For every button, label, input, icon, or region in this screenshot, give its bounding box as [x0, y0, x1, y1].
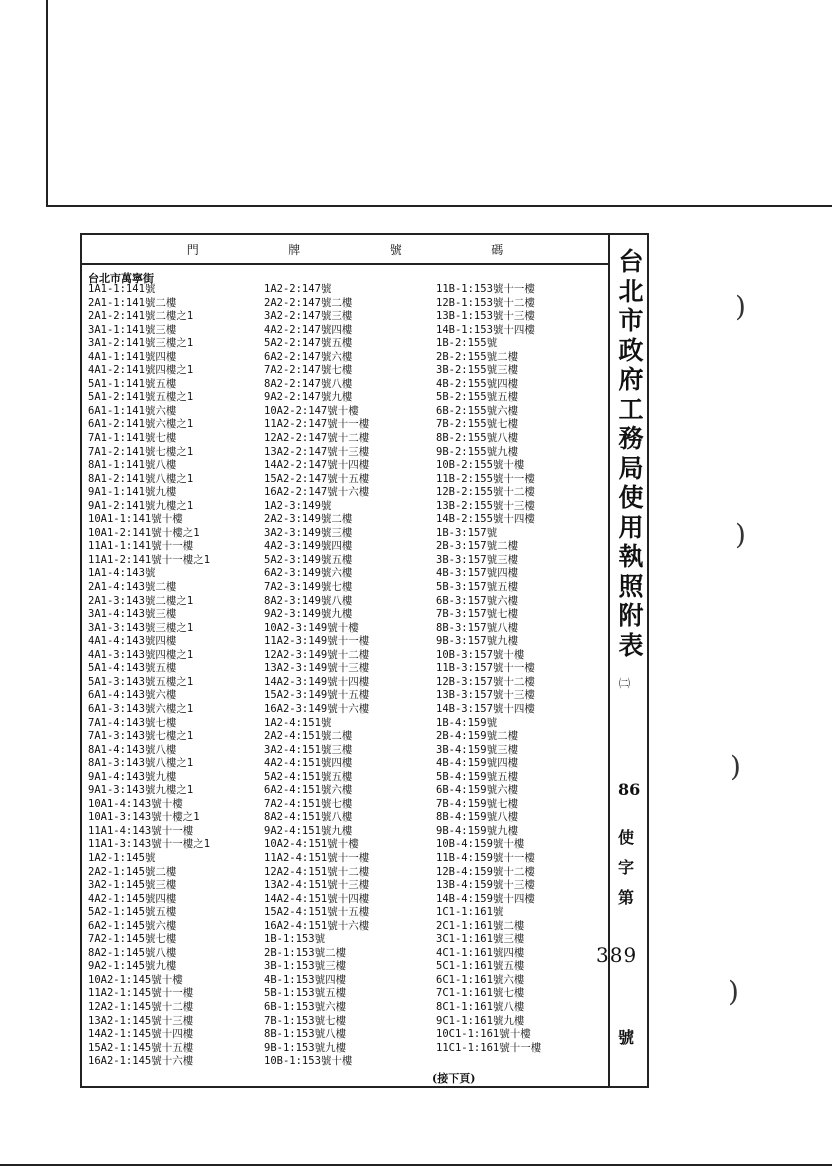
address-column-3 [436, 283, 541, 1055]
address-line: 5A2-3:149號五樓 [264, 553, 353, 566]
address-line: 7A2-3:149號七樓 [264, 581, 353, 594]
address-line: 9A2-2:147號九樓 [264, 391, 353, 404]
address-line: 11B-1:153號十一樓 [436, 283, 535, 295]
address-line: 7A1-2:141號七樓之1 [88, 445, 194, 458]
address-line: 2A1-4:143號二樓 [88, 581, 177, 594]
margin-mark-2: ) [735, 518, 746, 551]
header-char-2: 牌 [288, 242, 301, 257]
address-line: 6B-2:155號六樓 [436, 404, 519, 417]
address-line: 8A1-1:141號八樓 [88, 459, 177, 472]
header-char-4: 碼 [491, 242, 504, 257]
address-line: 14A2-3:149號十四樓 [264, 675, 370, 688]
address-line: 15A2-3:149號十五樓 [264, 689, 370, 702]
address-line: 4A1-1:141號四樓 [88, 350, 177, 363]
address-line: 7C1-1:161號七樓 [436, 987, 525, 1000]
permit-number: 389 [596, 943, 638, 967]
address-line: 1B-3:157號 [436, 526, 498, 539]
address-line: 9B-2:155號九樓 [436, 445, 519, 458]
address-line: 13B-4:159號十三樓 [436, 879, 535, 892]
address-line: 4A2-2:147號四樓 [264, 323, 353, 336]
permit-year: 86 [618, 780, 641, 799]
address-line: 10A1-3:143號十樓之1 [88, 811, 200, 824]
address-line: 5B-2:155號五樓 [436, 391, 519, 404]
address-line: 4A1-3:143號四樓之1 [88, 648, 194, 661]
address-line: 3B-2:155號三樓 [436, 364, 519, 377]
address-line: 6A1-3:143號六樓之1 [88, 702, 194, 715]
address-line: 7B-1:153號七樓 [264, 1014, 347, 1027]
address-line: 5A1-4:143號五樓 [88, 662, 177, 675]
address-line: 8C1-1:161號八樓 [436, 1000, 525, 1013]
address-line: 12B-2:155號十二樓 [436, 486, 535, 499]
address-line: 7A1-1:141號七樓 [88, 432, 177, 445]
address-line: 7B-2:155號七樓 [436, 418, 519, 431]
address-line: 12A2-4:151號十二樓 [264, 865, 370, 878]
address-line: 7B-4:159號七樓 [436, 797, 519, 810]
address-line: 9C1-1:161號九樓 [436, 1014, 525, 1027]
address-line: 8B-2:155號八樓 [436, 432, 519, 445]
address-line: 12A2-2:147號十二樓 [264, 432, 370, 445]
address-line: 6A1-1:141號六樓 [88, 404, 177, 417]
address-line: 2A1-3:143號二樓之1 [88, 594, 194, 607]
address-line: 15A2-4:151號十五樓 [264, 906, 370, 919]
address-line: 6B-4:159號六樓 [436, 784, 519, 797]
address-line: 16A2-4:151號十六樓 [264, 919, 370, 932]
address-line: 12B-4:159號十二樓 [436, 865, 535, 878]
address-line: 1B-4:159號 [436, 716, 498, 729]
address-line: 9A2-4:151號九樓 [264, 824, 353, 837]
header-char-3: 號 [389, 242, 402, 257]
address-line: 10B-2:155號十樓 [436, 459, 525, 472]
address-line: 9A1-2:141號九樓之1 [88, 499, 194, 512]
address-line: 10B-3:157號十樓 [436, 648, 525, 661]
scan-top-rule [46, 205, 832, 207]
address-line: 5B-4:159號五樓 [436, 770, 519, 783]
address-line: 2A2-4:151號二樓 [264, 730, 353, 743]
address-line: 12B-1:153號十二樓 [436, 296, 535, 309]
address-line: 8B-4:159號八樓 [436, 811, 519, 824]
address-line: 4B-4:159號四樓 [436, 757, 519, 770]
address-line: 3B-4:159號三樓 [436, 743, 519, 756]
address-line: 3B-1:153號三樓 [264, 960, 347, 973]
address-column-1 [88, 283, 210, 1069]
address-line: 13B-3:157號十三樓 [436, 689, 535, 702]
address-line: 13A2-1:145號十三樓 [88, 1014, 194, 1027]
permit-char-3: 第 [618, 888, 635, 907]
permit-char-2: 字 [618, 858, 635, 877]
address-line: 1A2-3:149號 [264, 499, 332, 512]
address-line: 10A1-4:143號十樓 [88, 797, 183, 810]
address-line: 7A2-1:145號七樓 [88, 933, 177, 946]
address-line: 4A1-2:141號四樓之1 [88, 364, 194, 377]
address-line: 10C1-1:161號十樓 [436, 1028, 531, 1041]
continued-note: (接下頁) [432, 1072, 476, 1085]
address-line: 3C1-1:161號三樓 [436, 933, 525, 946]
side-title: 台北市政府工務局使用執照附表 [618, 247, 644, 660]
address-line: 9A1-1:141號九樓 [88, 486, 177, 499]
address-line: 6C1-1:161號六樓 [436, 973, 525, 986]
address-line: 5A1-3:143號五樓之1 [88, 675, 194, 688]
address-line: 1A1-4:143號 [88, 567, 156, 580]
address-line: 8A2-2:147號八樓 [264, 377, 353, 390]
address-line: 4C1-1:161號四樓 [436, 946, 525, 959]
address-line: 13B-1:153號十三樓 [436, 310, 535, 323]
address-line: 6A1-4:143號六樓 [88, 689, 177, 702]
address-line: 13B-2:155號十三樓 [436, 499, 535, 512]
address-line: 3A2-4:151號三樓 [264, 743, 353, 756]
address-line: 14B-2:155號十四樓 [436, 513, 535, 526]
address-line: 11B-2:155號十一樓 [436, 472, 535, 485]
address-line: 9A2-3:149號九樓 [264, 608, 353, 621]
margin-mark-1: ) [735, 290, 746, 323]
address-line: 7A2-4:151號七樓 [264, 797, 353, 810]
address-line: 3A1-4:143號三樓 [88, 608, 177, 621]
address-line: 8A2-4:151號八樓 [264, 811, 353, 824]
address-line: 4B-1:153號四樓 [264, 973, 347, 986]
address-line: 14B-4:159號十四樓 [436, 892, 535, 905]
address-line: 9B-3:157號九樓 [436, 635, 519, 648]
address-line: 4B-3:157號四樓 [436, 567, 519, 580]
permit-char-1: 使 [618, 828, 635, 847]
address-line: 2B-2:155號二樓 [436, 350, 519, 363]
address-line: 13A2-3:149號十三樓 [264, 662, 370, 675]
address-line: 12A2-3:149號十二樓 [264, 648, 370, 661]
address-line: 1C1-1:161號 [436, 906, 504, 919]
address-line: 5C1-1:161號五樓 [436, 960, 525, 973]
address-line: 5B-3:157號五樓 [436, 581, 519, 594]
address-line: 10B-1:153號十樓 [264, 1055, 353, 1068]
address-line: 3A2-2:147號三樓 [264, 310, 353, 323]
address-line: 6A2-1:145號六樓 [88, 919, 177, 932]
address-line: 16A2-3:149號十六樓 [264, 702, 370, 715]
address-line: 5A2-2:147號五樓 [264, 337, 353, 350]
address-line: 8A1-2:141號八樓之1 [88, 472, 194, 485]
address-line: 15A2-2:147號十五樓 [264, 472, 370, 485]
address-line: 3A1-1:141號三樓 [88, 323, 177, 336]
address-line: 4A2-1:145號四樓 [88, 892, 177, 905]
side-subtitle: ㈡ [619, 677, 630, 690]
address-line: 6A2-2:147號六樓 [264, 350, 353, 363]
margin-mark-4: ) [728, 975, 739, 1008]
address-line: 2A1-1:141號二樓 [88, 296, 177, 309]
address-line: 5B-1:153號五樓 [264, 987, 347, 1000]
address-line: 5A1-1:141號五樓 [88, 377, 177, 390]
address-line: 4A2-3:149號四樓 [264, 540, 353, 553]
address-line: 8A1-4:143號八樓 [88, 743, 177, 756]
address-line: 7A2-2:147號七樓 [264, 364, 353, 377]
address-line: 4B-2:155號四樓 [436, 377, 519, 390]
address-line: 9A1-4:143號九樓 [88, 770, 177, 783]
permit-table-frame [80, 233, 649, 1088]
address-line: 2A2-2:147號二樓 [264, 296, 353, 309]
address-line: 8B-3:157號八樓 [436, 621, 519, 634]
address-line: 4A2-4:151號四樓 [264, 757, 353, 770]
table-header [82, 235, 608, 265]
street-name: 台北市萬寧街 [88, 272, 154, 285]
address-line: 14A2-4:151號十四樓 [264, 892, 370, 905]
margin-mark-3: ) [730, 750, 741, 783]
scan-bottom-edge [0, 1164, 832, 1166]
address-line: 11B-3:157號十一樓 [436, 662, 535, 675]
address-line: 2B-3:157號二樓 [436, 540, 519, 553]
address-line: 10B-4:159號十樓 [436, 838, 525, 851]
address-line: 14A2-2:147號十四樓 [264, 459, 370, 472]
address-line: 13A2-2:147號十三樓 [264, 445, 370, 458]
address-line: 16A2-1:145號十六樓 [88, 1055, 194, 1068]
address-line: 12A2-1:145號十二樓 [88, 1000, 194, 1013]
address-line: 10A2-1:145號十樓 [88, 973, 183, 986]
address-line: 11A2-4:151號十一樓 [264, 851, 370, 864]
address-line: 11A2-3:149號十一樓 [264, 635, 370, 648]
address-line: 3A2-1:145號三樓 [88, 879, 177, 892]
address-line: 8A2-3:149號八樓 [264, 594, 353, 607]
address-line: 7A1-4:143號七樓 [88, 716, 177, 729]
address-line: 9B-4:159號九樓 [436, 824, 519, 837]
address-line: 16A2-2:147號十六樓 [264, 486, 370, 499]
address-line: 3A1-2:141號三樓之1 [88, 337, 194, 350]
address-column-2 [264, 283, 369, 1069]
address-line: 2A2-1:145號二樓 [88, 865, 177, 878]
address-line: 11A1-4:143號十一樓 [88, 824, 194, 837]
address-line: 10A1-2:141號十樓之1 [88, 526, 200, 539]
address-line: 9A2-1:145號九樓 [88, 960, 177, 973]
address-line: 5A1-2:141號五樓之1 [88, 391, 194, 404]
address-line: 10A1-1:141號十樓 [88, 513, 183, 526]
address-line: 1A2-2:147號 [264, 283, 332, 295]
address-line: 1A1-1:141號 [88, 283, 156, 295]
address-line: 15A2-1:145號十五樓 [88, 1041, 194, 1054]
address-line: 5A2-1:145號五樓 [88, 906, 177, 919]
address-line: 11A2-2:147號十一樓 [264, 418, 370, 431]
permit-suffix: 號 [618, 1028, 635, 1047]
address-line: 11C1-1:161號十一樓 [436, 1041, 542, 1054]
address-line: 6A2-4:151號六樓 [264, 784, 353, 797]
address-line: 5A2-4:151號五樓 [264, 770, 353, 783]
address-line: 7B-3:157號七樓 [436, 608, 519, 621]
address-line: 6B-3:157號六樓 [436, 594, 519, 607]
address-line: 14B-1:153號十四樓 [436, 323, 535, 336]
address-line: 13A2-4:151號十三樓 [264, 879, 370, 892]
address-line: 3A2-3:149號三樓 [264, 526, 353, 539]
address-line: 2A1-2:141號二樓之1 [88, 310, 194, 323]
address-line: 8A1-3:143號八樓之1 [88, 757, 194, 770]
address-line: 2B-1:153號二樓 [264, 946, 347, 959]
address-line: 2C1-1:161號二樓 [436, 919, 525, 932]
address-line: 3A1-3:143號三樓之1 [88, 621, 194, 634]
address-line: 14A2-1:145號十四樓 [88, 1028, 194, 1041]
address-line: 11A1-3:143號十一樓之1 [88, 838, 211, 851]
address-line: 8A2-1:145號八樓 [88, 946, 177, 959]
address-line: 11A1-1:141號十一樓 [88, 540, 194, 553]
address-line: 1B-1:153號 [264, 933, 326, 946]
address-line: 7A1-3:143號七樓之1 [88, 730, 194, 743]
address-line: 3B-3:157號三樓 [436, 553, 519, 566]
address-line: 9B-1:153號九樓 [264, 1041, 347, 1054]
address-line: 1B-2:155號 [436, 337, 498, 350]
address-line: 14B-3:157號十四樓 [436, 702, 535, 715]
address-line: 9A1-3:143號九樓之1 [88, 784, 194, 797]
address-line: 12B-3:157號十二樓 [436, 675, 535, 688]
address-line: 2A2-3:149號二樓 [264, 513, 353, 526]
address-line: 10A2-3:149號十樓 [264, 621, 359, 634]
address-line: 1A2-4:151號 [264, 716, 332, 729]
address-line: 11B-4:159號十一樓 [436, 851, 535, 864]
address-line: 11A1-2:141號十一樓之1 [88, 553, 211, 566]
address-line: 8B-1:153號八樓 [264, 1028, 347, 1041]
address-line: 11A2-1:145號十一樓 [88, 987, 194, 1000]
address-line: 6B-1:153號六樓 [264, 1000, 347, 1013]
address-line: 4A1-4:143號四樓 [88, 635, 177, 648]
header-char-1: 門 [186, 242, 199, 257]
address-line: 1A2-1:145號 [88, 851, 156, 864]
address-line: 6A1-2:141號六樓之1 [88, 418, 194, 431]
scan-left-edge [46, 0, 48, 205]
address-line: 6A2-3:149號六樓 [264, 567, 353, 580]
address-line: 2B-4:159號二樓 [436, 730, 519, 743]
address-line: 10A2-2:147號十樓 [264, 404, 359, 417]
side-panel [596, 235, 647, 1086]
address-line: 10A2-4:151號十樓 [264, 838, 359, 851]
